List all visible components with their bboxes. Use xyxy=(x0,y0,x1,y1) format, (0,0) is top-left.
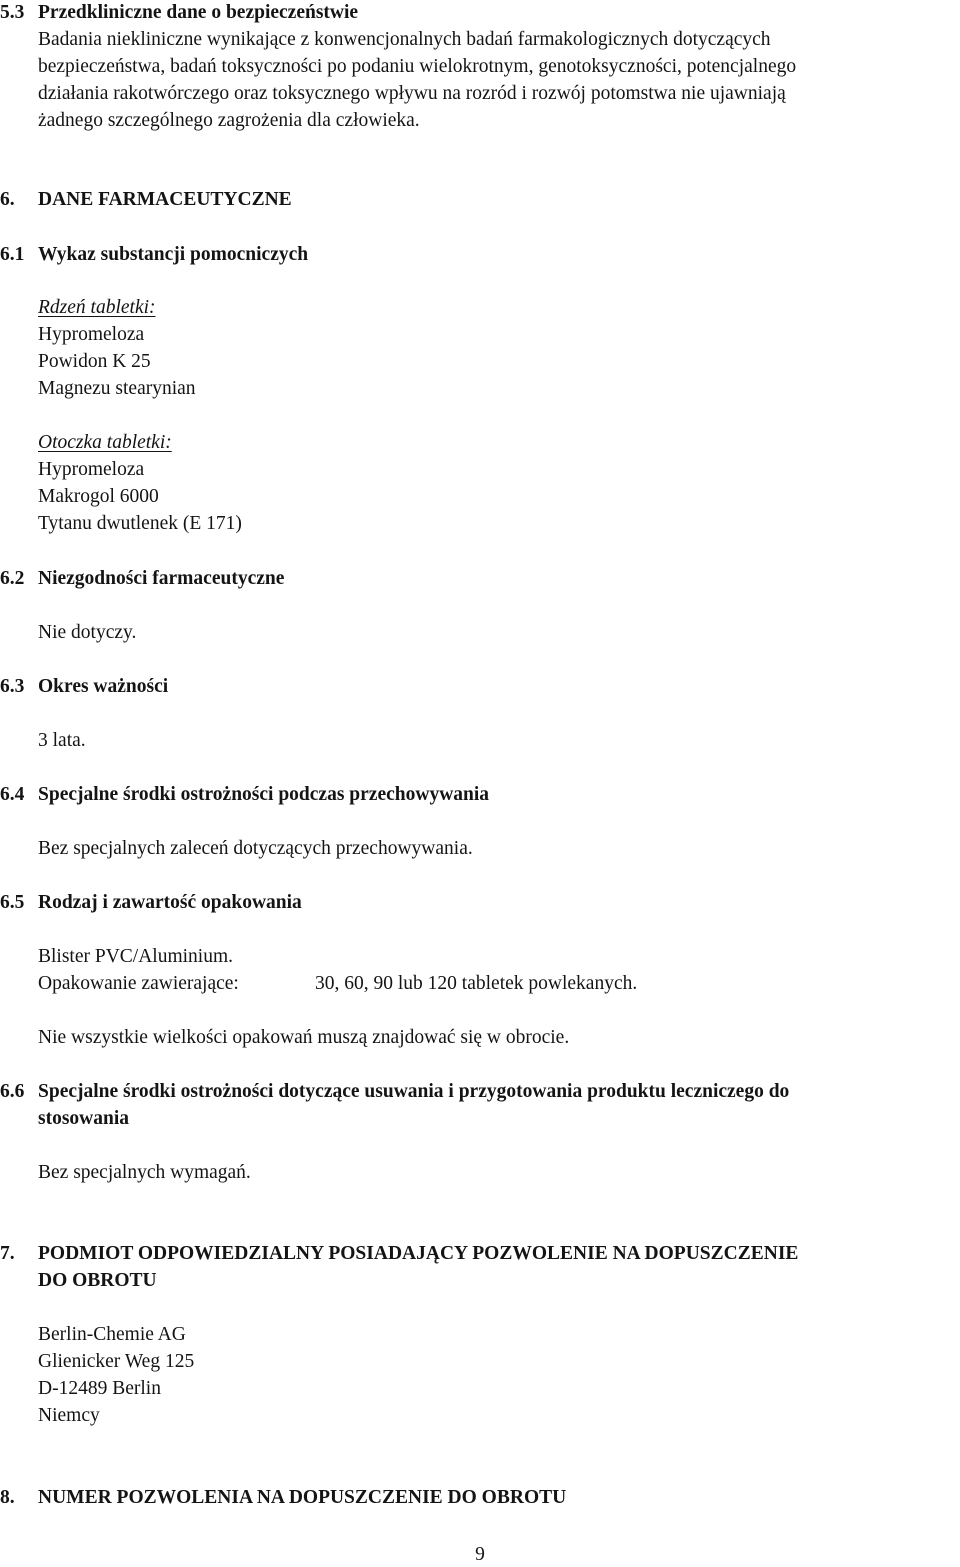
section-title-continued: stosowania xyxy=(38,1108,130,1129)
section-title: Specjalne środki ostrożności dotyczące usuwania i przygotowania produktu leczniczego do xyxy=(38,1081,790,1102)
section-title: Przedkliniczne dane o bezpieczeństwie xyxy=(38,2,359,23)
paragraph-line: bezpieczeństwa, badań toksyczności po podaniu wielokrotnym, genotoksyczności, potencjalnego xyxy=(38,56,797,77)
section-title: Wykaz substancji pomocniczych xyxy=(38,244,309,265)
excipient-item: Powidon K 25 xyxy=(38,351,151,372)
section-text: Nie dotyczy. xyxy=(38,622,137,643)
excipient-item: Magnezu stearynian xyxy=(38,378,196,399)
excipient-item: Tytanu dwutlenek (E 171) xyxy=(38,513,242,534)
paragraph-line: Badania niekliniczne wynikające z konwencjonalnych badań farmakologicznych dotyczących xyxy=(38,29,771,50)
section-number: 8. xyxy=(0,1487,15,1508)
address-line: Niemcy xyxy=(38,1405,100,1426)
core-label: Rdzeń tabletki: xyxy=(38,297,156,318)
address-line: D-12489 Berlin xyxy=(38,1378,161,1399)
address-line: Glienicker Weg 125 xyxy=(38,1351,195,1372)
page-number: 9 xyxy=(475,1544,485,1565)
section-title-continued: DO OBROTU xyxy=(38,1270,157,1291)
section-title: NUMER POZWOLENIA NA DOPUSZCZENIE DO OBROTU xyxy=(38,1487,567,1508)
section-number: 6.5 xyxy=(0,892,25,913)
pack-value: 30, 60, 90 lub 120 tabletek powlekanych. xyxy=(315,973,638,994)
section-number: 6. xyxy=(0,189,15,210)
section-title: Okres ważności xyxy=(38,676,169,697)
excipient-item: Hypromeloza xyxy=(38,459,145,480)
section-title: DANE FARMACEUTYCZNE xyxy=(38,189,292,210)
section-title: PODMIOT ODPOWIEDZIALNY POSIADAJĄCY POZWOLENIE NA DOPUSZCZENIE xyxy=(38,1243,799,1264)
section-title: Rodzaj i zawartość opakowania xyxy=(38,892,302,913)
pack-label: Opakowanie zawierające: xyxy=(38,973,239,994)
section-number: 6.2 xyxy=(0,568,25,589)
section-text: Bez specjalnych wymagań. xyxy=(38,1162,251,1183)
section-title: Specjalne środki ostrożności podczas przechowywania xyxy=(38,784,490,805)
section-number: 6.1 xyxy=(0,244,25,265)
coating-label: Otoczka tabletki: xyxy=(38,432,172,453)
address-line: Berlin-Chemie AG xyxy=(38,1324,186,1345)
section-number: 7. xyxy=(0,1243,15,1264)
section-title: Niezgodności farmaceutyczne xyxy=(38,568,285,589)
section-number: 5.3 xyxy=(0,2,25,23)
paragraph-line: działania rakotwórczego oraz toksycznego wpływu na rozród i rozwój potomstwa nie ujawniają xyxy=(38,83,786,104)
paragraph-line: żadnego szczególnego zagrożenia dla człowieka. xyxy=(38,110,420,131)
packaging-material: Blister PVC/Aluminium. xyxy=(38,946,234,967)
section-text: Bez specjalnych zaleceń dotyczących przechowywania. xyxy=(38,838,473,859)
section-number: 6.3 xyxy=(0,676,25,697)
section-number: 6.6 xyxy=(0,1081,25,1102)
pack-note: Nie wszystkie wielkości opakowań muszą znajdować się w obrocie. xyxy=(38,1027,570,1048)
excipient-item: Hypromeloza xyxy=(38,324,145,345)
section-number: 6.4 xyxy=(0,784,25,805)
excipient-item: Makrogol 6000 xyxy=(38,486,159,507)
section-text: 3 lata. xyxy=(38,730,86,751)
